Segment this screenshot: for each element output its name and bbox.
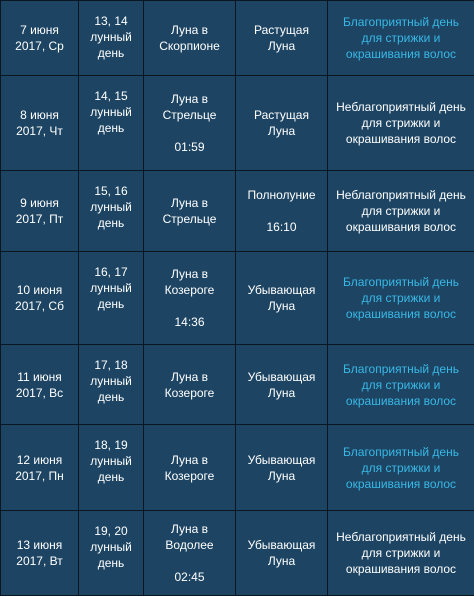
date-cell: 12 июня 2017, Пн xyxy=(1,425,79,511)
date-cell: 11 июня 2017, Вс xyxy=(1,345,79,425)
table-row xyxy=(1,345,474,425)
moon-phase-cell: Убывающая Луна xyxy=(236,425,328,511)
moon-phase-cell: Полнолуние 16:10 xyxy=(236,171,328,252)
table-row xyxy=(1,511,474,596)
moon-sign-cell: Луна в Водолее 02:45 xyxy=(144,511,236,596)
lunar-day-text: 18, 19 лунный день xyxy=(82,425,140,485)
lunar-day-cell xyxy=(79,1,144,76)
haircut-note-cell: Благоприятный день для стрижки и окрашивания волос xyxy=(328,345,474,425)
moon-phase-cell: Убывающая Луна xyxy=(236,511,328,596)
moon-sign-cell: Луна в Козероге xyxy=(144,345,236,425)
date-cell: 7 июня 2017, Ср xyxy=(1,1,79,76)
lunar-day-text: 19, 20 лунный день xyxy=(82,511,140,571)
date-cell: 13 июня 2017, Вт xyxy=(1,511,79,596)
lunar-day-text: 14, 15 лунный день xyxy=(82,76,140,136)
moon-sign-cell: Луна в Стрельце 01:59 xyxy=(144,76,236,171)
table-row xyxy=(1,425,474,511)
lunar-day-cell xyxy=(79,252,144,345)
lunar-day-text: 17, 18 лунный день xyxy=(82,345,140,405)
haircut-note-cell: Неблагоприятный день для стрижки и окрашивания волос xyxy=(328,511,474,596)
lunar-day-cell xyxy=(79,171,144,252)
lunar-day-text: 15, 16 лунный день xyxy=(82,171,140,231)
haircut-note-cell: Благоприятный день для стрижки и окрашивания волос xyxy=(328,425,474,511)
lunar-day-cell xyxy=(79,511,144,596)
haircut-note-cell: Неблагоприятный день для стрижки и окрашивания волос xyxy=(328,76,474,171)
lunar-day-text: 16, 17 лунный день xyxy=(82,252,140,312)
table-row xyxy=(1,1,474,76)
moon-phase-cell: Растущая Луна xyxy=(236,1,328,76)
table-row xyxy=(1,252,474,345)
lunar-day-cell xyxy=(79,345,144,425)
calendar-body xyxy=(1,1,474,596)
haircut-note-cell: Благоприятный день для стрижки и окрашивания волос xyxy=(328,1,474,76)
lunar-day-cell xyxy=(79,76,144,171)
haircut-note-cell: Неблагоприятный день для стрижки и окрашивания волос xyxy=(328,171,474,252)
lunar-day-text: 13, 14 лунный день xyxy=(82,1,140,61)
table-row xyxy=(1,171,474,252)
moon-phase-cell: Убывающая Луна xyxy=(236,345,328,425)
moon-sign-cell: Луна в Козероге xyxy=(144,425,236,511)
moon-phase-cell: Растущая Луна xyxy=(236,76,328,171)
moon-sign-cell: Луна в Скорпионе xyxy=(144,1,236,76)
lunar-day-cell xyxy=(79,425,144,511)
date-cell: 8 июня 2017, Чт xyxy=(1,76,79,171)
date-cell: 10 июня 2017, Сб xyxy=(1,252,79,345)
haircut-note-cell: Благоприятный день для стрижки и окрашивания волос xyxy=(328,252,474,345)
table-row xyxy=(1,76,474,171)
moon-phase-cell: Убывающая Луна xyxy=(236,252,328,345)
date-cell: 9 июня 2017, Пт xyxy=(1,171,79,252)
moon-sign-cell: Луна в Стрельце xyxy=(144,171,236,252)
moon-sign-cell: Луна в Козероге 14:36 xyxy=(144,252,236,345)
